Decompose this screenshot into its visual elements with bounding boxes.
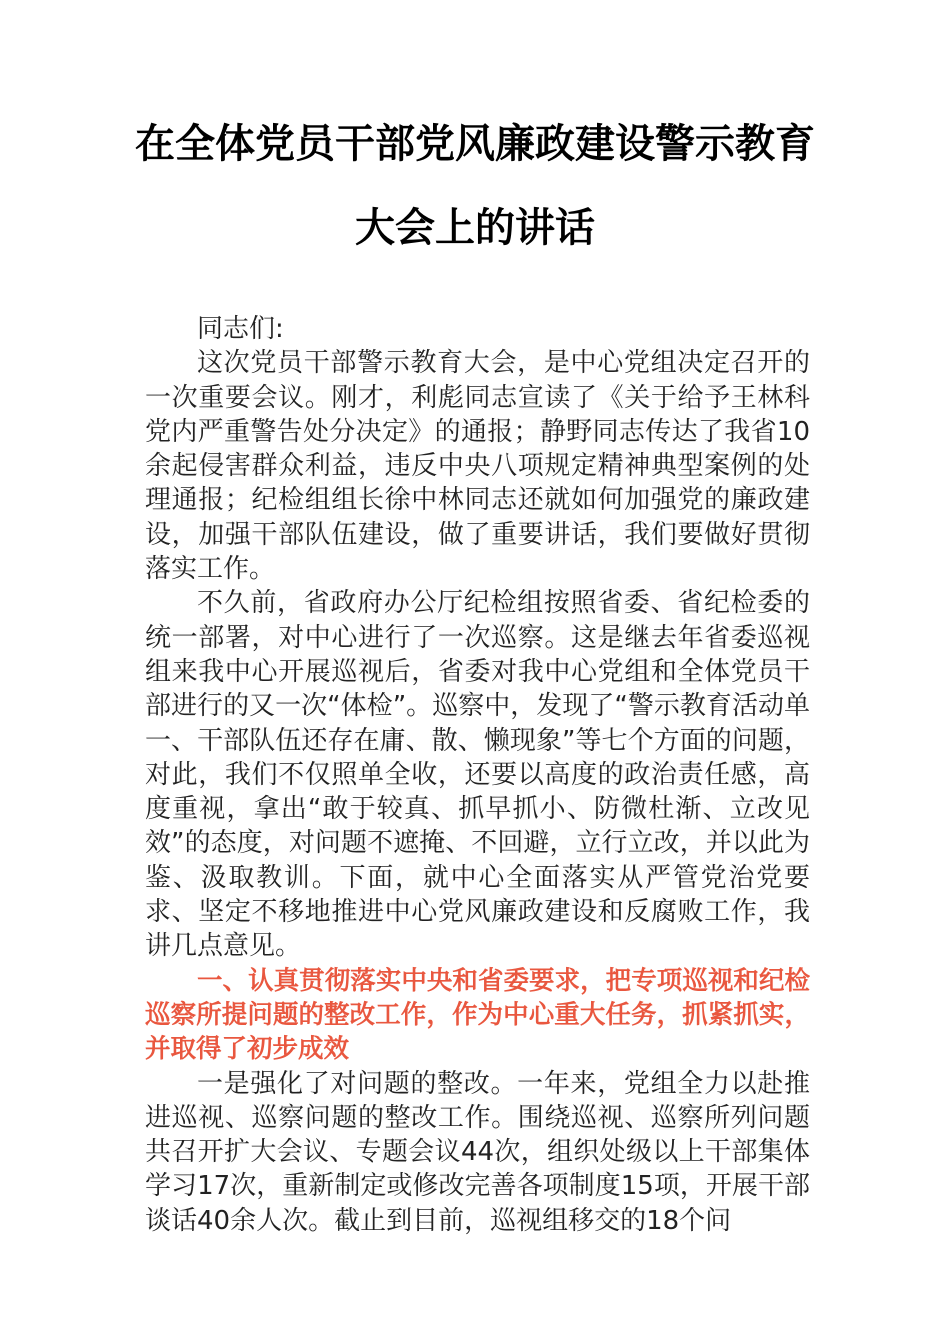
body-paragraph: 一是强化了对问题的整改。一年来，党组全力以赴推进巡视、巡察问题的整改工作。围绕巡视、巡察所列问题共召开扩大会议、专题会议44次，组织处级以上干部集体学习17次，重新制定或修改完善各项制度15项，开展干部谈话40余人次。截止到目前，巡视组移交的18个问 [145, 1068, 810, 1236]
body-paragraph: 不久前，省政府办公厅纪检组按照省委、省纪检委的统一部署，对中心进行了一次巡察。这是继去年省委巡视组来我中心开展巡视后，省委对我中心党组和全体党员干部进行的又一次“体检”。巡察中，发现了“警示教育活动单一、干部队伍还存在庸、散、懒现象”等七个方面的问题，对此，我们不仅照单全收，还要以高度的政治责任感，高度重视，拿出“敢于较真、抓早抓小、防微杜渐、立改见效”的态度，对问题不遮掩、不回避，立行立改，并以此为鉴、汲取教训。下面，就中心全面落实从严管党治党要求、坚定不移地推进中心党风廉政建设和反腐败工作，我讲几点意见。 [145, 588, 810, 962]
title-line-2: 大会上的讲话 [355, 205, 595, 251]
body-paragraph: 这次党员干部警示教育大会，是中心党组决定召开的一次重要会议。刚才，利彪同志宣读了《关于给予王林科党内严重警告处分决定》的通报；静野同志传达了我省10余起侵害群众利益，违反中央八项规定精神典型案例的处理通报；纪检组组长徐中林同志还就如何加强党的廉政建设，加强干部队伍建设，做了重要讲话，我们要做好贯彻落实工作。 [145, 348, 810, 585]
section-heading: 一、认真贯彻落实中央和省委要求，把专项巡视和纪检巡察所提问题的整改工作，作为中心重大任务，抓紧抓实，并取得了初步成效 [145, 965, 810, 1065]
title-line-1: 在全体党员干部党风廉政建设警示教育 [135, 121, 815, 167]
document-body [145, 312, 810, 1238]
document-title [0, 118, 950, 254]
salutation: 同志们: [197, 314, 284, 344]
